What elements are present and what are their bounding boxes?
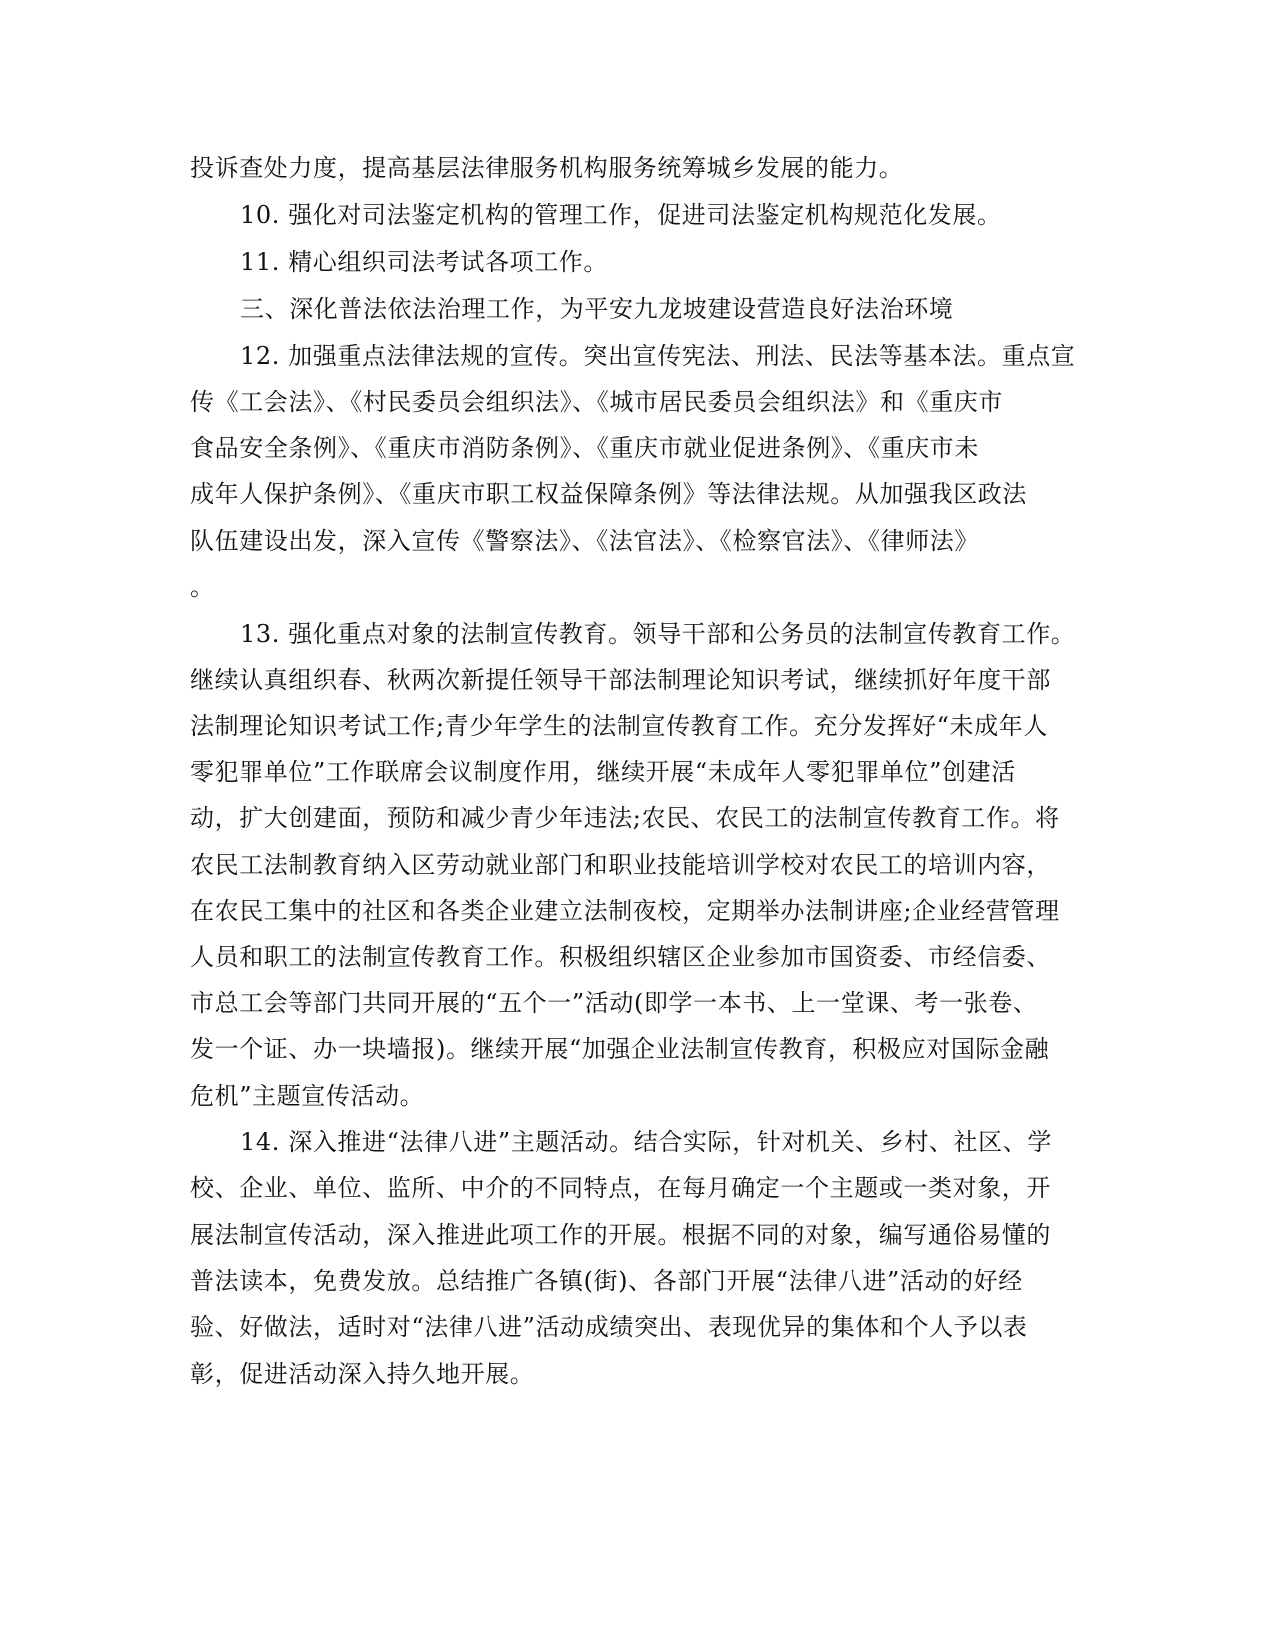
paragraph-line: 危机”主题宣传活动。	[190, 1082, 425, 1110]
paragraph-line: 10. 强化对司法鉴定机构的管理工作，促进司法鉴定机构规范化发展。	[240, 201, 1002, 229]
paragraph-line: 投诉查处力度，提高基层法律服务机构服务统筹城乡发展的能力。	[190, 154, 904, 182]
paragraph-line: 验、好做法，适时对“法律八进”活动成绩突出、表现优异的集体和个人予以表	[190, 1313, 1028, 1341]
paragraph-line: 在农民工集中的社区和各类企业建立法制夜校，定期举办法制讲座;企业经营管理	[190, 897, 1060, 925]
paragraph-line: 零犯罪单位”工作联席会议制度作用，继续开展“未成年人零犯罪单位”创建活	[190, 758, 1016, 786]
paragraph-line: 普法读本，免费发放。总结推广各镇(街)、各部门开展“法律八进”活动的好经	[190, 1267, 1023, 1295]
paragraph-line: 校、企业、单位、监所、中介的不同特点，在每月确定一个主题或一类对象，开	[190, 1174, 1051, 1202]
paragraph-line: 展法制宣传活动，深入推进此项工作的开展。根据不同的对象，编写通俗易懂的	[190, 1221, 1051, 1249]
paragraph-line: 继续认真组织春、秋两次新提任领导干部法制理论知识考试，继续抓好年度干部	[190, 666, 1051, 694]
paragraph-line: 。	[190, 573, 215, 601]
paragraph-line: 11. 精心组织司法考试各项工作。	[240, 248, 608, 276]
paragraph-line: 成年人保护条例》、《重庆市职工权益保障条例》等法律法规。从加强我区政法	[190, 480, 1027, 508]
paragraph-line: 人员和职工的法制宣传教育工作。积极组织辖区企业参加市国资委、市经信委、	[190, 943, 1051, 971]
paragraph-line: 食品安全条例》、《重庆市消防条例》、《重庆市就业促进条例》、《重庆市未	[190, 434, 979, 462]
paragraph-line: 发一个证、办一块墙报)。继续开展“加强企业法制宣传教育，积极应对国际金融	[190, 1035, 1050, 1063]
paragraph-line: 12. 加强重点法律法规的宣传。突出宣传宪法、刑法、民法等基本法。重点宣	[240, 342, 1076, 370]
paragraph-line: 队伍建设出发，深入宣传《警察法》、《法官法》、《检察官法》、《律师法》	[190, 527, 979, 555]
paragraph-line: 市总工会等部门共同开展的“五个一”活动(即学一本书、上一堂课、考一张卷、	[190, 989, 1038, 1017]
paragraph-line: 14. 深入推进“法律八进”主题活动。结合实际，针对机关、乡村、社区、学	[240, 1128, 1052, 1156]
paragraph-line: 农民工法制教育纳入区劳动就业部门和职业技能培训学校对农民工的培训内容，	[190, 851, 1051, 879]
section-heading: 三、深化普法依法治理工作，为平安九龙坡建设营造良好法治环境	[240, 295, 954, 323]
paragraph-line: 动，扩大创建面，预防和减少青少年违法;农民、农民工的法制宣传教育工作。将	[190, 804, 1060, 832]
paragraph-line: 13. 强化重点对象的法制宣传教育。领导干部和公务员的法制宣传教育工作。	[240, 620, 1076, 648]
paragraph-line: 彰，促进活动深入持久地开展。	[190, 1360, 535, 1388]
paragraph-line: 法制理论知识考试工作;青少年学生的法制宣传教育工作。充分发挥好“未成年人	[190, 712, 1048, 740]
paragraph-line: 传《工会法》、《村民委员会组织法》、《城市居民委员会组织法》和《重庆市	[190, 388, 1003, 416]
